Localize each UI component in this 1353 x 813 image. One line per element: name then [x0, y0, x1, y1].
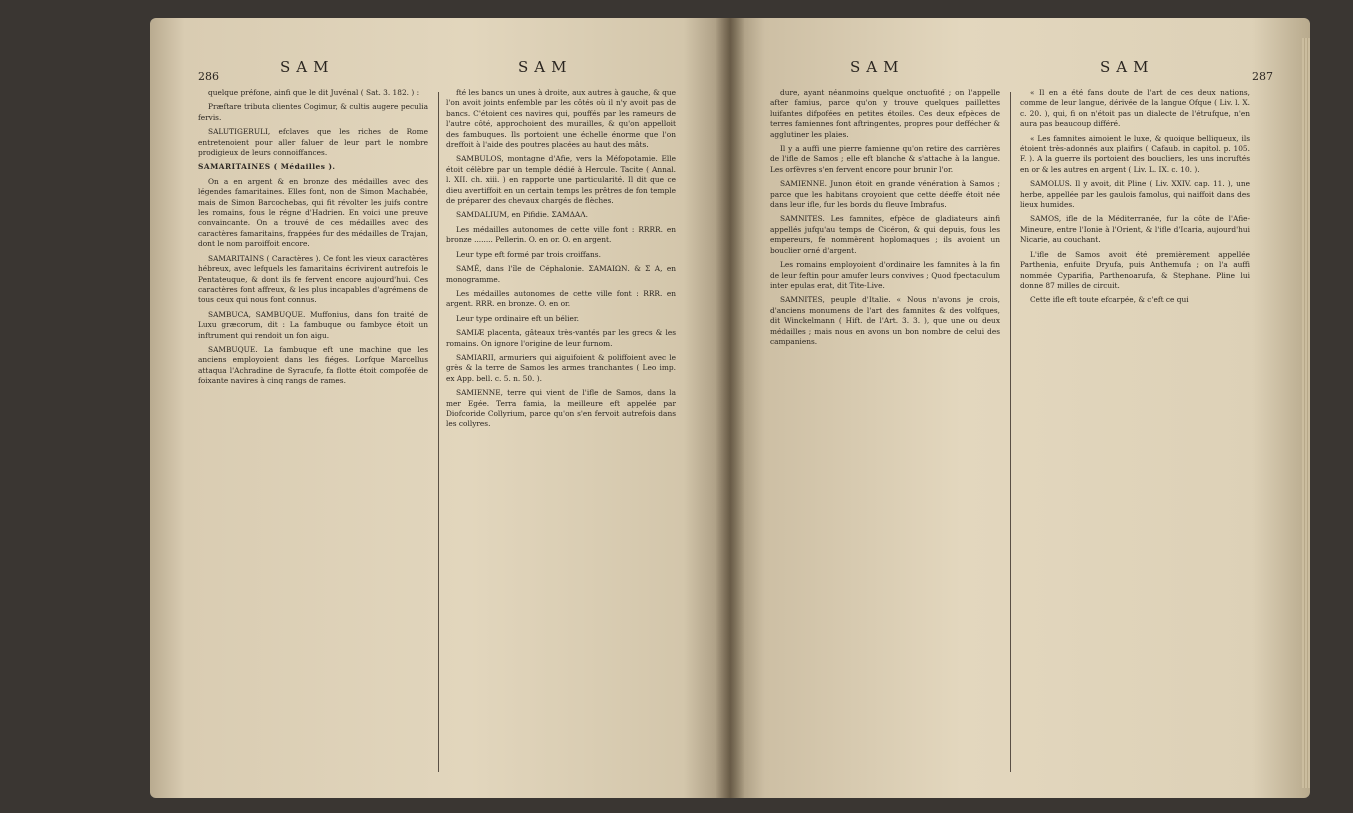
- paragraph: SALUTIGERULI, efclaves que les riches de Rome entretenoient pour aller faluer de leur part le nombre prodigieux de leurs connoiffances.: [198, 127, 428, 158]
- paragraph: SAMBUQUE. La fambuque eft une machine que les anciens employoient dans les fiéges. Lorfque Marcellus attaqua l'Achradine de Syracufe, fa flotte étoit compofée de foixante navires à cinq rangs de rames.: [198, 344, 428, 386]
- paragraph: Les médailles autonomes de cette ville font : RRR. en argent. RRR. en bronze. O. en or.: [446, 288, 676, 309]
- paragraph: SAMARITAINS ( Caractères ). Ce font les vieux caractères hébreux, avec lefquels les famaritains écrivirent autrefois le Pentateuque, & dont ils fe fervent encore aujourd'hui. Ces caractères font affreux, & les plus incapables d'agrémens de tous ceux qui nous font connus.: [198, 253, 428, 305]
- paragraph: SAMOS, ifle de la Méditerranée, fur la côte de l'Afie-Mineure, entre l'Ionie à l'Orient, & l'ifle d'Icaria, aujourd'hui Nicarie, au couchant.: [1020, 214, 1250, 245]
- paragraph: Cette ifle eft toute efcarpée, & c'eft ce qui: [1030, 295, 1189, 305]
- paragraph: SAMBULOS, montagne d'Afie, vers la Méfopotamie. Elle étoit célèbre par un temple dédié à Hercule. Tacite ( Annal. l. XII. ch. xiii. ) en rapporte une particularité. Il dit que ce dieu avertiffoit en un certain temps les prêtres de fon temple de préparer des chevaux chargés de flèches.: [446, 154, 676, 206]
- paragraph: Il y a auffi une pierre famienne qu'on retire des carrières de l'ifle de Samos ; elle eft blanche & s'attache à la langue. Les orfèvres s'en fervent encore pour brunir l'or.: [770, 144, 1000, 174]
- running-head-right-b: SAM: [1100, 58, 1155, 76]
- paragraph: dure, ayant néanmoins quelque onctuofité ; on l'appelle after famius, parce qu'on y trouve quelques paillettes luifantes difpofées en petites étoiles. Ces deux efpèces de terres famiennes font aftringentes, propres pour deffécher & agglutiner les plaies.: [770, 88, 1000, 139]
- text-column-1: [198, 88, 428, 778]
- column-rule-right: [1010, 92, 1011, 772]
- paragraph: SAMBUCA, SAMBUQUE. Muffonius, dans fon traité de Luxu græcorum, dit : La fambuque ou fambyce étoit un inftrument qui rendoit un fon aigu.: [198, 309, 428, 340]
- right-page: [730, 18, 1310, 798]
- paragraph: « Il en a été fans doute de l'art de ces deux nations, comme de leur langue, dérivée de la langue Ofque ( Liv. l. X. c. 20. ), qui, fi on n'étoit pas un dialecte de l'étrufque, n'en aura pas beaucoup différé.: [1020, 88, 1250, 129]
- paragraph: SAMIENNE. Junon étoit en grande vénération à Samos ; parce que les habitans croyoient que cette déeffe étoit née dans leur ifle, fur les bords du fleuve Imbrafus.: [770, 179, 1000, 210]
- running-head-left-a: SAM: [280, 58, 335, 76]
- paragraph: Les médailles autonomes de cette ville font : RRRR. en bronze ........ Pellerin. O. en or. O. en argent.: [446, 224, 676, 245]
- paragraph: « Les famnites aimoient le luxe, & quoique belliqueux, ils étoient très-adonnés aux plaifirs ( Cafaub. in capitol. p. 105. F. ). A la guerre ils portoient des boucliers, les uns incruftés en or & les autres en argent ( Liv. L. IX. c. 10. ).: [1020, 133, 1250, 174]
- paragraph: L'ifle de Samos avoit été premièrement appellée Parthenia, enfuite Dryufa, puis Anthemufa ; on l'a auffi nommée Cyparifia, Parthenoarufa, & Stephane. Pline lui donne 87 milles de circuit.: [1020, 249, 1250, 290]
- page-edges: [1302, 38, 1310, 788]
- paragraph: SAMÉ, dans l'île de Céphalonie. ΣΑΜΑΙΩΝ. & Σ A, en monogramme.: [446, 264, 676, 284]
- paragraph: Leur type eft formé par trois croiffans.: [456, 249, 601, 259]
- entry-heading: SAMARITAINES ( Médailles ).: [198, 162, 336, 172]
- text-column-2: [446, 88, 676, 778]
- page-number-left: 286: [198, 70, 219, 83]
- paragraph: SAMNITES, peuple d'Italie. « Nous n'avons je crois, d'anciens monumens de l'art des famnites & des volfques, dit Winckelmann ( Hift. de l'Art. 3. 3. ), que une ou deux médailles ; mais nous en avons un bon nombre de celui des campaniens.: [770, 295, 1000, 346]
- paragraph: On a en argent & en bronze des médailles avec des légendes famaritaines. Elles font, non de Simon Machabée, mais de Simon Barcochebas, qui fit révolter les juifs contre les romains, fous le régne d'Hadrien. En voici une preuve convaincante. On a trouvé de ces médailles avec des caractères famaritains, frappées fur des médailles de Trajan, dont le nom paroiffoit encore.: [198, 176, 428, 249]
- running-head-right-a: SAM: [850, 58, 905, 76]
- column-rule-left: [438, 92, 439, 772]
- paragraph: SAMDALIUM, en Pifidie. ΣΑΜΔΑΛ.: [456, 210, 588, 220]
- paragraph: Les romains employoient d'ordinaire les famnites à la fin de leur feftin pour amufer leurs convives ; Quod fpectaculum inter epulas erat, dit Tite-Live.: [770, 260, 1000, 290]
- running-head-left-b: SAM: [518, 58, 573, 76]
- text-column-4: [1020, 88, 1250, 778]
- page-number-right: 287: [1252, 70, 1273, 83]
- paragraph: Præftare tributa clientes Cogimur, & cultis augere peculia fervis.: [198, 102, 428, 122]
- text-column-3: [770, 88, 1000, 778]
- paragraph: SAMOLUS. Il y avoit, dit Pline ( Liv. XXIV. cap. 11. ), une herbe, appellée par les gaulois famolus, qui naiffoit dans des lieux humides.: [1020, 179, 1250, 210]
- paragraph: quelque préfone, ainfi que le dit Juvénal ( Sat. 3. 182. ) :: [208, 88, 420, 97]
- paragraph: Leur type ordinaire eft un bélier.: [456, 313, 579, 323]
- paragraph: SAMIARII, armuriers qui aiguifoient & poliffoient avec le grès & la terre de Samos les armes tranchantes ( Leo imp. ex App. bell. c. 5. n. 50. ).: [446, 352, 676, 383]
- book-gutter: [716, 18, 744, 798]
- paragraph: fté les bancs un unes à droite, aux autres à gauche, & que l'on avoit joints enfemble par les côtés où il n'y avoit pas de bancs. C'étoient ces navires qui, pouffés par les rameurs de l'autre côté, approchoient des murailles, & qu'on appelloit des fambuques. Ils portoient une échelle énorme que l'on dreffoit à l'aide des poutres placées au haut des mâts.: [446, 88, 676, 150]
- paragraph: SAMIÆ placenta, gâteaux très-vantés par les grecs & les romains. On ignore l'origine de leur furnom.: [446, 328, 676, 348]
- open-book: [150, 18, 1310, 798]
- paragraph: SAMNITES. Les famnites, efpèce de gladiateurs ainfi appellés jufqu'au temps de Cicéron, & qui depuis, fous les empereurs, fe nommèrent hoplomaques ; ils avoient un bouclier orné d'argent.: [770, 214, 1000, 255]
- paragraph: SAMIENNE, terre qui vient de l'ifle de Samos, dans la mer Egée. Terra famia, la meilleure eft appelée par Diofcoride Collyrium, parce qu'on s'en fervoit autrefois dans les collyres.: [446, 388, 676, 429]
- left-page: [150, 18, 730, 798]
